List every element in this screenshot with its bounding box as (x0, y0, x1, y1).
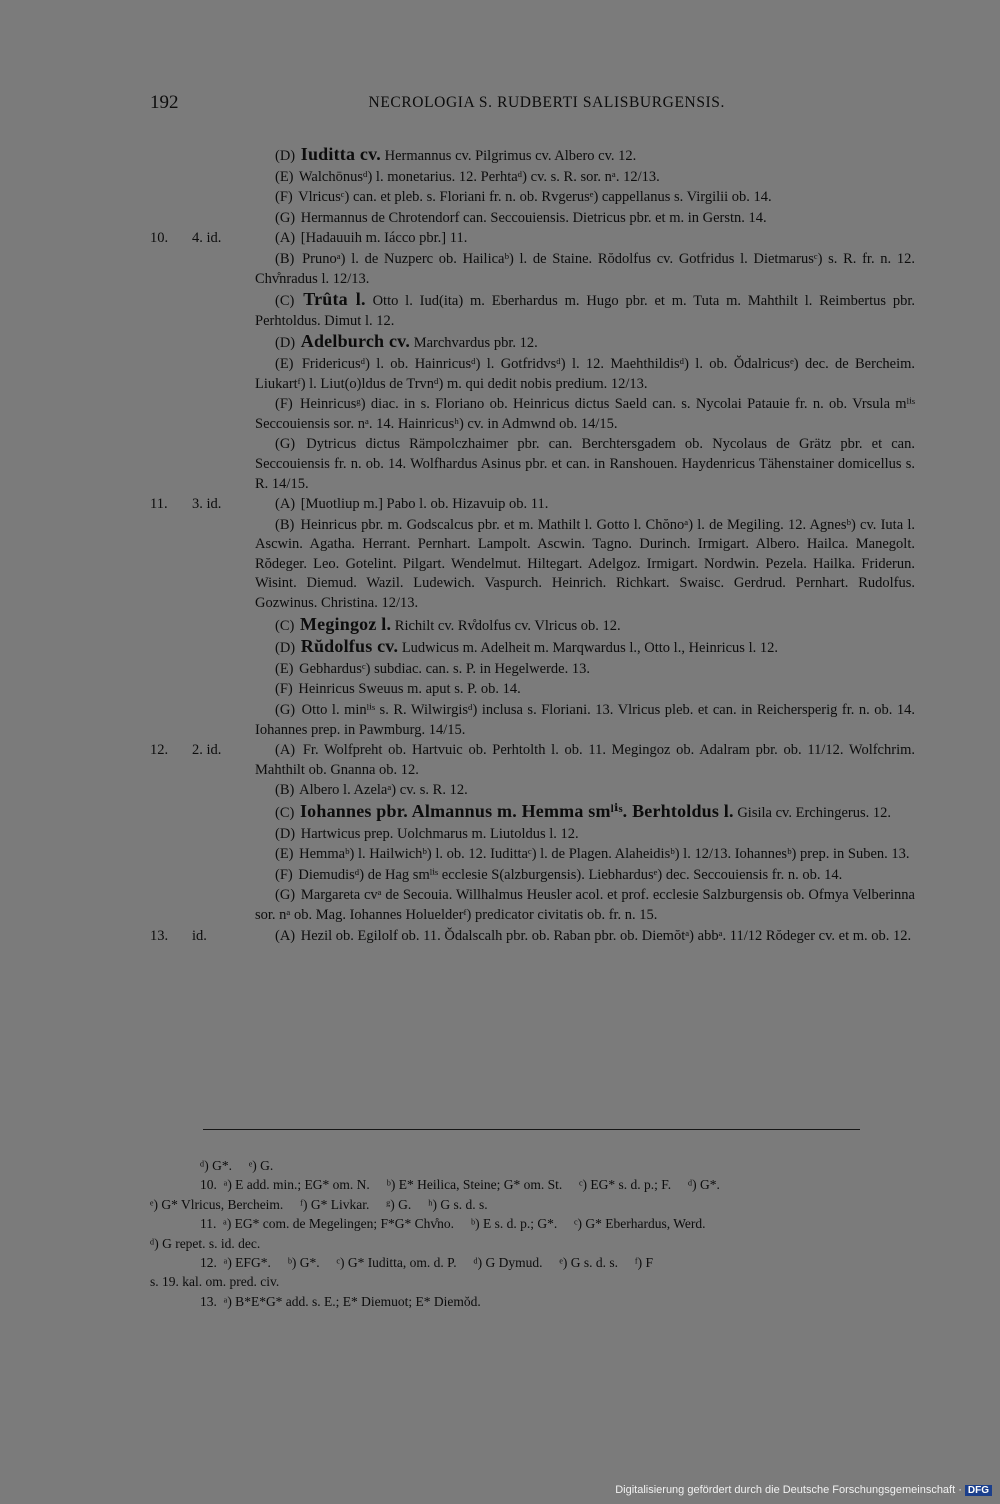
emphasized-name: Iohannes pbr. Almannus m. Hemma smˡⁱˢ. Berhtoldus l. (299, 801, 734, 821)
footnote-line: 11. ᵃ) EG* com. de Megelingen; F*G* Chv̊no. ᵇ) E s. d. p.; G*. ᶜ) G* Eberhardus, Werd. (200, 1216, 706, 1232)
footnote-line: s. 19. kal. om. pred. civ. (150, 1274, 280, 1290)
hand-text: Ludwicus m. Adelheit m. Marqwardus l., Otto l., Heinricus l. 12. (401, 640, 778, 657)
entry-day-number: 10. (150, 230, 169, 247)
necrology-entry (150, 145, 915, 229)
entry-day-number: 11. (150, 496, 168, 513)
hand-text: Walchōnusᵈ) l. monetarius. 12. Perhtaᵈ) cv. s. R. sor. nᵃ. 12/13. (298, 168, 660, 185)
hand-text: Richilt cv. Rv̊dolfus cv. Vlricus ob. 12. (394, 617, 621, 634)
hand-label: (A) (275, 230, 296, 247)
hand-paragraph (255, 355, 915, 395)
hand-text: Hezil ob. Egilolf ob. 11. Ŏdalscalh pbr. ob. Raban pbr. ob. Diemŏtᵃ) abbᵃ. 11/12 Rŏdeger cv. et m. ob. 12. (300, 927, 912, 944)
emphasized-name: Rŭdolfus cv. (300, 636, 399, 657)
hand-text: Albero l. Azelaᵃ) cv. s. R. 12. (299, 782, 468, 799)
hand-label: (G) (275, 436, 296, 453)
hand-text: Hermannus cv. Pilgrimus cv. Albero cv. 12. (384, 148, 637, 164)
hand-label: (C) (275, 805, 295, 821)
footnote-line: ᵉ) G* Vlricus, Bercheim. ᶠ) G* Livkar. ᵍ) G. ʰ) G s. d. s. (150, 1196, 488, 1212)
hand-text: Gisila cv. Erchingerus. 12. (737, 805, 892, 821)
footnote-divider (203, 1129, 860, 1130)
footnote-line: ᵈ) G repet. s. id. dec. (150, 1235, 261, 1251)
hand-paragraph (255, 516, 915, 615)
hand-label: (B) (275, 250, 295, 267)
hand-label: (B) (275, 516, 295, 533)
dfg-credit-text: Digitalisierung gefördert durch die Deutsche Forschungsgemeinschaft · (615, 1484, 962, 1496)
hand-paragraph (255, 781, 915, 802)
hand-label: (F) (275, 866, 293, 883)
hand-paragraph (255, 332, 915, 355)
hand-label: (A) (275, 927, 296, 944)
emphasized-name: Iuditta cv. (300, 144, 381, 164)
hand-paragraph (255, 229, 915, 250)
hand-label: (E) (275, 355, 294, 372)
hand-paragraph (255, 435, 915, 495)
hand-text: Fr. Wolfpreht ob. Hartvuic ob. Perhtolth l. ob. 11. Megingoz ob. Adalram pbr. ob. 11/12. Wolfchrim. Mahthilt ob. Gnanna ob. 12. (255, 742, 915, 778)
hand-label: (G) (275, 209, 296, 226)
hand-label: (C) (275, 617, 295, 634)
hand-label: (F) (275, 681, 293, 698)
hand-label: (D) (275, 825, 296, 842)
entry-date: id. (192, 927, 207, 944)
page-number: 192 (150, 92, 179, 113)
hand-label: (F) (275, 189, 293, 206)
hand-text: Diemudisᵈ) de Hag smˡⁱˢ ecclesie S(alzburgensis). Liebhardusᵉ) dec. Seccouiensis fr. n. ob. 14. (298, 866, 843, 883)
hand-text: Heinricus pbr. m. Godscalcus pbr. et m. Mathilt l. Gotto l. Chŏnoᵃ) l. de Megiling. 12. Agnesᵇ) cv. Iuta l. Ascwin. Agatha. Herrant. Pernhart. Lampolt. Ascwin. Tagno. Durinch. Irmigart. Albero. Hailca. Manegolt. Rŏdeger. Leo. Gotelint. Pilgart. Wendelmut. Hiltegart. Adelgoz. Irmigart. Nordwin. Pezela. Hailka. Friderun. Wisint. Diemud. Wazil. Ludewich. Vaspurch. Heinrich. Richkart. Swaisc. Gerdrud. Pernhart. Rudolfus. Gozwinus. Christina. 12/13. (255, 516, 915, 612)
hand-label: (D) (275, 640, 296, 657)
footnote-line: 13. ᵃ) B*E*G* add. s. E.; E* Diemuot; E* Diemŏd. (200, 1293, 481, 1309)
hand-label: (E) (275, 168, 294, 185)
hand-paragraph (255, 250, 915, 290)
necrology-entry (150, 229, 915, 495)
hand-text: Fridericusᵈ) l. ob. Hainricusᵈ) l. Gotfridvsᵈ) l. 12. Maehthildisᵈ) l. ob. Ŏdalricusᵉ) dec. de Bercheim. Liukartᶠ) l. Liut(o)ldus de Trvnᵈ) m. qui dedit nobis predium. 12/13. (255, 355, 916, 392)
hand-text: Heinricus Sweuus m. aput s. P. ob. 14. (298, 681, 521, 698)
necrology-entry (150, 927, 915, 948)
hand-paragraph (255, 886, 915, 926)
hand-paragraph (255, 845, 915, 866)
hand-paragraph (255, 866, 915, 887)
footnote-line: 12. ᵃ) EFG*. ᵇ) G*. ᶜ) G* Iuditta, om. d. P. ᵈ) G Dymud. ᵉ) G s. d. s. ᶠ) F (200, 1255, 654, 1271)
entry-date: 2. id. (192, 742, 222, 759)
running-title: NECROLOGIA S. RUDBERTI SALISBURGENSIS. (368, 94, 725, 111)
hand-paragraph (255, 927, 915, 948)
entry-day-number: 13. (150, 927, 169, 944)
hand-paragraph (255, 680, 915, 701)
hand-label: (E) (275, 660, 294, 677)
hand-text: Hartwicus prep. Uolchmarus m. Liutoldus l. 12. (300, 825, 579, 842)
hand-paragraph (255, 615, 915, 638)
emphasized-name: Megingoz l. (299, 613, 392, 634)
hand-paragraph (255, 290, 915, 332)
hand-text: Hemmaᵇ) l. Hailwichᵇ) l. ob. 12. Iudittaᶜ) l. de Plagen. Alaheidisᵇ) l. 12/13. Iohannesᵇ) prep. in Suben. 13. (299, 846, 910, 863)
hand-paragraph (255, 701, 915, 741)
footnotes (150, 1156, 915, 1311)
hand-paragraph (255, 168, 915, 189)
hand-text: Vlricusᶜ) can. et pleb. s. Floriani fr. n. ob. Rvgerusᵉ) cappellanus s. Virgilii ob. 14. (298, 189, 772, 206)
necrology-entry (150, 495, 915, 741)
hand-paragraph (255, 802, 915, 825)
hand-text: Otto l. Iud(ita) m. Eberhardus m. Hugo pbr. et m. Tuta m. Mahthilt l. Reimbertus pbr. Perhtoldus. Dimut l. 12. (255, 293, 916, 329)
hand-label: (E) (275, 846, 294, 863)
hand-paragraph (255, 660, 915, 681)
hand-text: Hermannus de Chrotendorf can. Seccouiensis. Dietricus pbr. et m. in Gerstn. 14. (300, 209, 767, 226)
hand-label: (D) (275, 335, 296, 352)
hand-label: (B) (275, 782, 295, 799)
hand-paragraph (255, 395, 915, 435)
dfg-credit (615, 1484, 992, 1496)
footnote-line: ᵈ) G*. ᵉ) G. (200, 1158, 274, 1173)
hand-paragraph (255, 825, 915, 846)
emphasized-name: Adelburch cv. (300, 331, 411, 352)
necrology-entry (150, 741, 915, 926)
hand-paragraph (255, 637, 915, 660)
hand-paragraph (255, 145, 915, 168)
hand-label: (A) (275, 496, 296, 513)
hand-text: Heinricusᵍ) diac. in s. Floriano ob. Heinricus dictus Saeld can. s. Nycolai Patauie fr. n. ob. Vrsula mˡⁱˢ Seccouiensis sor. nᵃ. 14. Hainricusʰ) cv. in Admwnd ob. 14/15. (255, 396, 915, 432)
hand-text: Dytricus dictus Rämpolczhaimer pbr. can. Berchtersgadem ob. Nycolaus de Grätz pbr. et can. Seccouiensis fr. n. ob. 14. Wolfhardus Asinus pbr. et can. in Ranshouen. Haydenricus Tähenstainer domicellus s. R. 14/15. (255, 436, 915, 492)
hand-text: [Hadauuih m. Iácco pbr.] 11. (300, 230, 468, 247)
hand-label: (D) (275, 148, 296, 164)
hand-paragraph (255, 741, 915, 781)
entry-day-number: 12. (150, 742, 169, 759)
hand-text: Marchvardus pbr. 12. (413, 335, 538, 352)
footnote-line: 10. ᵃ) E add. min.; EG* om. N. ᵇ) E* Heilica, Steine; G* om. St. ᶜ) EG* s. d. p.; F. ᵈ) G*. (200, 1177, 720, 1193)
hand-label: (C) (275, 293, 295, 310)
hand-paragraph (255, 209, 915, 230)
hand-label: (F) (275, 396, 293, 413)
hand-text: [Muotliup m.] Pabo l. ob. Hizavuip ob. 11. (300, 496, 549, 513)
entry-date: 4. id. (192, 230, 222, 247)
necrology-entries (150, 145, 915, 947)
hand-text: Gebhardusᶜ) subdiac. can. s. P. in Hegelwerde. 13. (299, 660, 590, 677)
hand-label: (A) (275, 742, 296, 759)
hand-text: Margareta cvᵃ de Secouia. Willhalmus Heusler acol. et prof. ecclesie Salzburgensis ob. Ofmya Velberinna sor. nᵃ ob. Mag. Iohannes Holuelderᶠ) predicator civitatis ob. fr. n. 15. (255, 887, 915, 923)
dfg-logo: DFG (965, 1485, 992, 1496)
hand-paragraph (255, 495, 915, 516)
page-header (150, 92, 725, 118)
entry-date: 3. id. (192, 496, 222, 513)
hand-text: Otto l. minˡⁱˢ s. R. Wilwirgisᵈ) inclusa s. Floriani. 13. Vlricus pleb. et can. in Reichersperig fr. n. ob. 14. Iohannes prep. in Pawmburg. 14/15. (255, 702, 916, 738)
hand-text: Prunoᵃ) l. de Nuzperc ob. Hailicaᵇ) l. de Staine. Rŏdolfus cv. Gotfridus l. Dietmarusᶜ) s. R. fr. n. 12. Chv̊nradus l. 12/13. (255, 250, 916, 287)
hand-label: (G) (275, 702, 296, 719)
hand-label: (G) (275, 887, 296, 904)
hand-paragraph (255, 188, 915, 209)
emphasized-name: Trûta l. (303, 289, 366, 310)
